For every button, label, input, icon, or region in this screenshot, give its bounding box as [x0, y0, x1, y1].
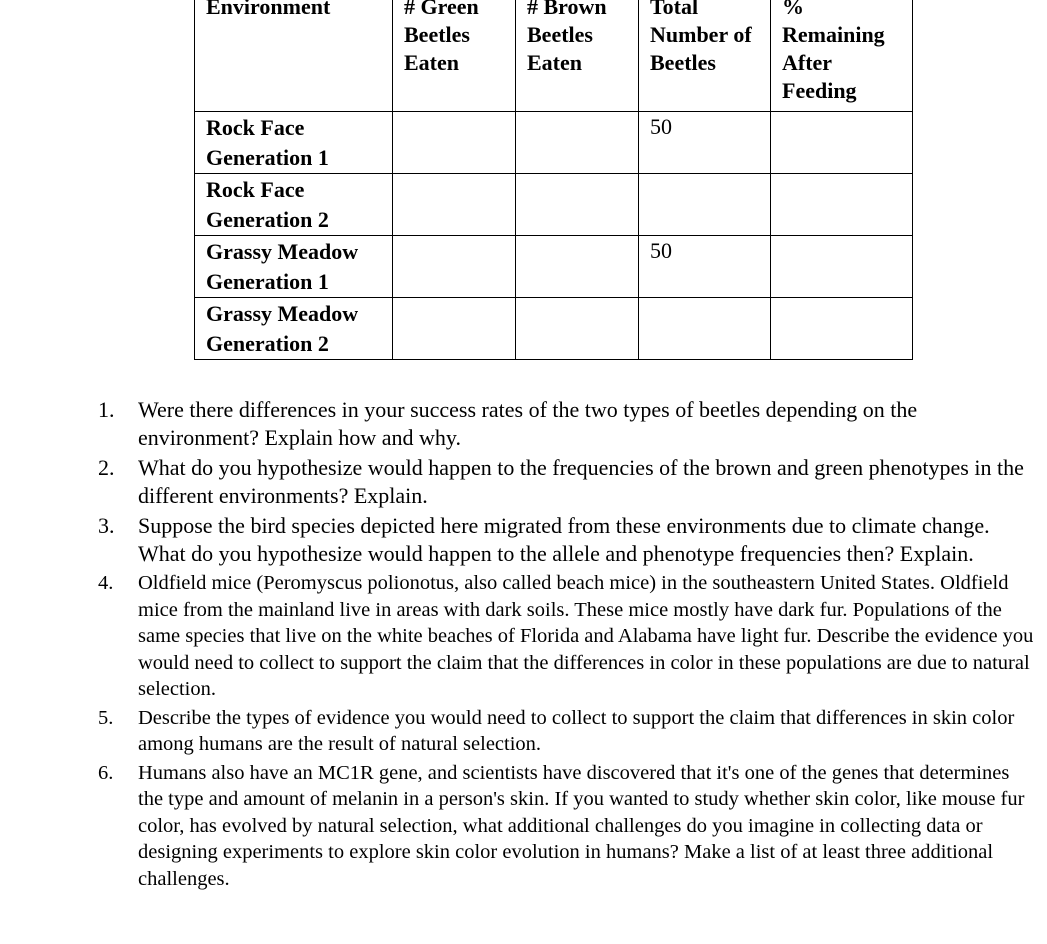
question-item: [90, 454, 1038, 510]
question-list: [90, 396, 1038, 894]
question-text: Humans also have an MC1R gene, and scientists have discovered that it's one of the genes that determines the type and amount of melanin in a person's skin. If you wanted to study whether skin color, like mouse fur color, has evolved by natural selection, what additional challenges do you imagine in collecting data or designing experiments to explore skin color evolution in humans? Make a list of at least three additional challenges.: [138, 761, 1025, 890]
table-row: [195, 298, 913, 360]
question-item: [90, 570, 1038, 703]
cell-brown-eaten: [516, 174, 639, 236]
beetle-data-table: [194, 0, 913, 360]
cell-green-eaten: [393, 298, 516, 360]
cell-environment: Grassy Meadow Generation 1: [195, 236, 393, 298]
cell-brown-eaten: [516, 112, 639, 174]
cell-brown-eaten: [516, 298, 639, 360]
question-number: 2.: [98, 455, 115, 480]
question-text: Describe the types of evidence you would need to collect to support the claim that differences in skin color among humans are the result of natural selection.: [138, 706, 1015, 755]
table-header-row: [195, 0, 913, 112]
table-row: [195, 236, 913, 298]
question-text: Suppose the bird species depicted here migrated from these environments due to climate change. What do you hypothesize would happen to the allele and phenotype frequencies then? Explain.: [138, 513, 990, 566]
question-number: 6.: [98, 761, 114, 784]
header-brown-eaten: # Brown Beetles Eaten: [516, 0, 639, 112]
cell-green-eaten: [393, 174, 516, 236]
question-number: 4.: [98, 572, 114, 594]
cell-brown-eaten: [516, 236, 639, 298]
cell-percent-remaining: [771, 112, 913, 174]
question-item: [90, 396, 1038, 452]
cell-percent-remaining: [771, 174, 913, 236]
question-text: Oldfield mice (Peromyscus polionotus, also called beach mice) in the southeastern United States. Oldfield mice from the mainland live in areas with dark soils. These mice mostly have dark fur. Populations of the same species that live on the white beaches of Florida and Alabama have light fur. Describe the evidence you would need to collect to support the claim that the differences in color in these populations are due to natural selection.: [138, 572, 1034, 700]
cell-environment: Rock Face Generation 1: [195, 112, 393, 174]
question-number: 3.: [98, 513, 115, 538]
cell-total-beetles: [639, 298, 771, 360]
question-text: What do you hypothesize would happen to the frequencies of the brown and green phenotypes in the different environments? Explain.: [138, 455, 1024, 508]
question-number: 1.: [98, 397, 115, 422]
cell-environment: Grassy Meadow Generation 2: [195, 298, 393, 360]
cell-environment: Rock Face Generation 2: [195, 174, 393, 236]
cell-green-eaten: [393, 236, 516, 298]
question-text: Were there differences in your success rates of the two types of beetles depending on the environment? Explain how and why.: [138, 397, 918, 450]
cell-percent-remaining: [771, 298, 913, 360]
cell-total-beetles: 50: [639, 236, 771, 298]
cell-total-beetles: 50: [639, 112, 771, 174]
question-item: [90, 512, 1038, 568]
cell-percent-remaining: [771, 236, 913, 298]
table-row: [195, 174, 913, 236]
cell-green-eaten: [393, 112, 516, 174]
question-item: [90, 705, 1038, 758]
header-total-beetles: Total Number of Beetles: [639, 0, 771, 112]
header-environment: Environment: [195, 0, 393, 112]
cell-total-beetles: [639, 174, 771, 236]
question-item: [90, 760, 1038, 893]
table-row: [195, 112, 913, 174]
header-green-eaten: # Green Beetles Eaten: [393, 0, 516, 112]
question-number: 5.: [98, 706, 114, 729]
header-percent-remaining: % Remaining After Feeding: [771, 0, 913, 112]
